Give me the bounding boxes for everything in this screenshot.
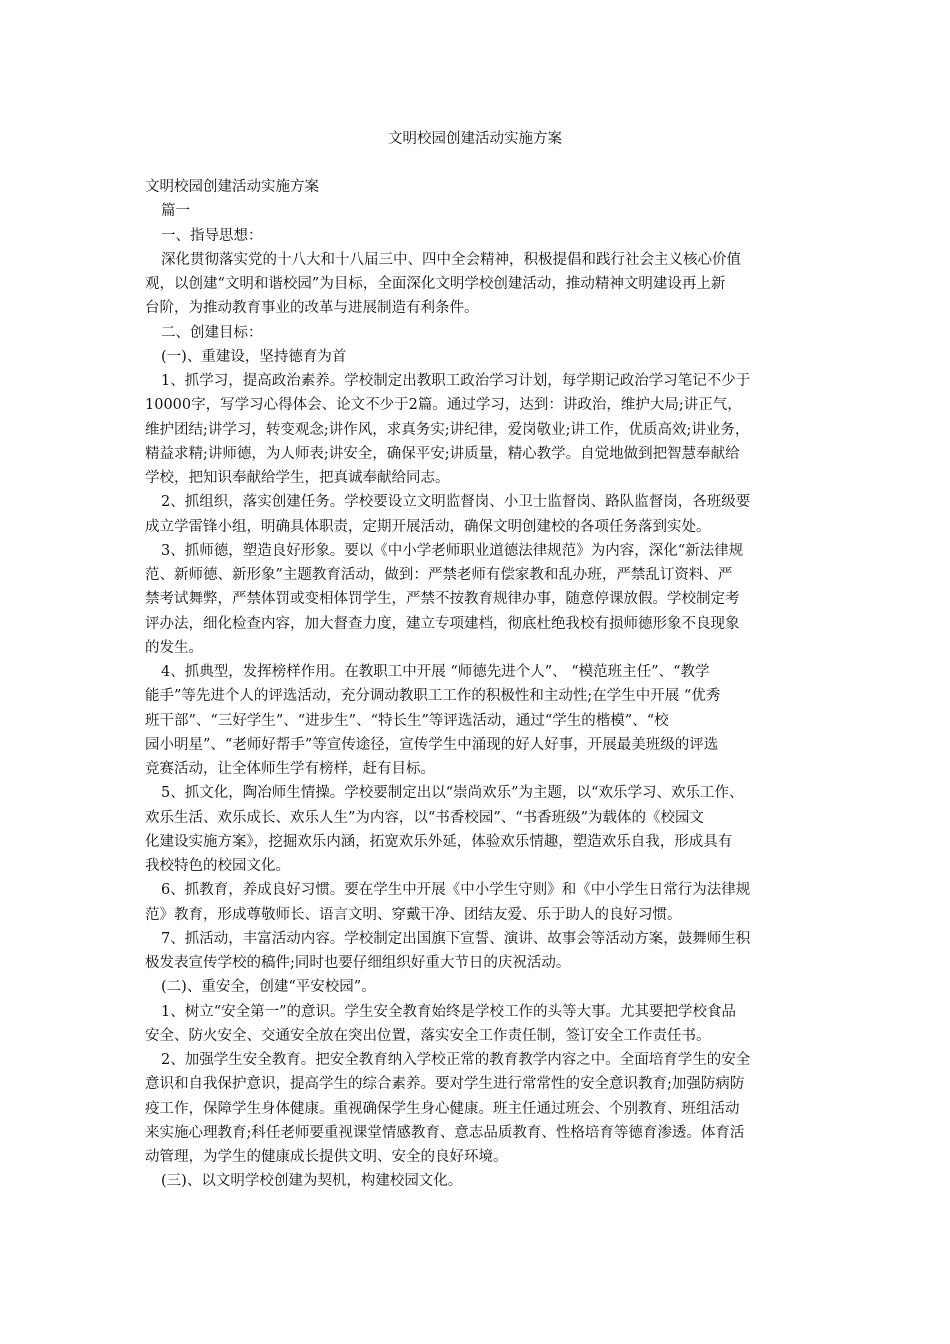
subheading-moral-education: (一)、重建设，坚持德育为首 bbox=[161, 348, 347, 365]
heading-goals: 二、创建目标： bbox=[161, 324, 263, 341]
subtitle-line: 文明校园创建活动实施方案 bbox=[145, 179, 319, 195]
paragraph-line: 动管理，为学生的健康成长提供文明、安全的良好环境。 bbox=[145, 1149, 508, 1165]
paragraph-line: 意识和自我保护意识，提高学生的综合素养。要对学生进行常常性的安全意识教育;加强防病防 bbox=[145, 1076, 745, 1093]
paragraph-line: 来实施心理教育;科任老师要重视课堂情感教育、意志品质教育、性格培育等德育渗透。体育活 bbox=[145, 1124, 745, 1141]
paragraph-line: 观，以创建“文明和谐校园”为目标，全面深化文明学校创建活动，推动精神文明建设再上新 bbox=[145, 276, 726, 292]
paragraph-line: 深化贯彻落实党的十八大和十八届三中、四中全会精神，积极提倡和践行社会主义核心价值 bbox=[161, 251, 741, 268]
paragraph-line: 7、抓活动，丰富活动内容。学校制定出国旗下宣誓、演讲、故事会等活动方案，鼓舞师生积 bbox=[161, 930, 751, 947]
paragraph-line: 范、新师德、新形象”主题教育活动，做到：严禁老师有偿家教和乱办班，严禁乱订资料、严 bbox=[145, 567, 733, 583]
document-title: 文明校园创建活动实施方案 bbox=[388, 131, 562, 147]
paragraph-line: 的发生。 bbox=[145, 639, 203, 656]
paragraph-line: 成立学雷锋小组，明确具体职责，定期开展活动，确保文明创建校的各项任务落到实处。 bbox=[145, 518, 711, 535]
paragraph-line: 欢乐生活、欢乐成长、欢乐人生”为内容，以“书香校园”、“书香班级”为载体的《校园文 bbox=[145, 809, 705, 826]
section-label: 篇一 bbox=[161, 203, 190, 220]
paragraph-line: 1、树立“安全第一”的意识。学生安全教育始终是学校工作的头等大事。尤其要把学校食品 bbox=[161, 1003, 737, 1020]
paragraph-line: 台阶，为推动教育事业的改革与进展制造有利条件。 bbox=[145, 300, 479, 317]
paragraph-line: 5、抓文化，陶冶师生情操。学校要制定出以“崇尚欢乐”为主题，以“欢乐学习、欢乐工作、 bbox=[161, 785, 744, 802]
paragraph-line: 禁考试舞弊，严禁体罚或变相体罚学生，严禁不按教育规律办事，随意停课放假。学校制定考 bbox=[145, 591, 740, 608]
paragraph-line: 安全、防火安全、交通安全放在突出位置，落实安全工作责任制，签订安全工作责任书。 bbox=[145, 1027, 711, 1044]
paragraph-line: 维护团结;讲学习，转变观念;讲作风，求真务实;讲纪律，爱岗敬业;讲工作，优质高效;讲业务， bbox=[145, 421, 750, 438]
paragraph-line: 疫工作，保障学生身体健康。重视确保学生身心健康。班主任通过班会、个别教育、班组活动 bbox=[145, 1100, 740, 1117]
paragraph-line: 精益求精;讲师德，为人师表;讲安全，确保平安;讲质量，精心教学。自觉地做到把智慧奉献给 bbox=[145, 445, 740, 462]
paragraph-line: 班干部”、“三好学生”、“进步生”、“特长生”等评选活动，通过“学生的楷模”、“校 bbox=[145, 712, 669, 729]
paragraph-line: 我校特色的校园文化。 bbox=[145, 858, 290, 874]
paragraph-line: 2、抓组织，落实创建任务。学校要设立文明监督岗、小卫士监督岗、路队监督岗，各班级要 bbox=[161, 494, 751, 511]
paragraph-line: 范》教育，形成尊敬师长、语言文明、穿戴干净、团结友爱、乐于助人的良好习惯。 bbox=[145, 906, 682, 923]
paragraph-line: 4、抓典型，发挥榜样作用。在教职工中开展 “师德先进个人”、 “模范班主任”、“教学 bbox=[161, 664, 710, 680]
paragraph-line: 园小明星”、“老师好帮手”等宣传途径，宣传学生中涌现的好人好事，开展最美班级的评选 bbox=[145, 736, 719, 753]
document-body bbox=[145, 175, 817, 1194]
paragraph-line: 3、抓师德，塑造良好形象。要以《中小学老师职业道德法律规范》为内容，深化“新法律规 bbox=[161, 542, 744, 559]
paragraph-line: 能手”等先进个人的评选活动，充分调动教职工工作的积极性和主动性;在学生中开展 “优秀 bbox=[145, 688, 721, 705]
heading-guiding-thought: 一、指导思想： bbox=[161, 227, 263, 244]
paragraph-line: 学校，把知识奉献给学生，把真诚奉献给同志。 bbox=[145, 470, 450, 486]
paragraph-line: 化建设实施方案》，挖掘欢乐内涵，拓宽欢乐外延，体验欢乐情趣，塑造欢乐自我，形成具有 bbox=[145, 833, 733, 850]
subheading-safety: (二)、重安全，创建“平安校园”。 bbox=[161, 979, 376, 996]
paragraph-line: 竞赛活动，让全体师生学有榜样，赶有目标。 bbox=[145, 761, 435, 777]
paragraph-line: 2、加强学生安全教育。把安全教育纳入学校正常的教育教学内容之中。全面培育学生的安全 bbox=[161, 1052, 751, 1068]
paragraph-line: 1、抓学习，提高政治素养。学校制定出教职工政治学习计划，每学期记政治学习笔记不少于 bbox=[161, 373, 751, 389]
paragraph-line: 极发表宣传学校的稿件;同时也要仔细组织好重大节日的庆祝活动。 bbox=[145, 955, 571, 971]
paragraph-line: 6、抓教育，养成良好习惯。要在学生中开展《中小学生守则》和《中小学生日常行为法律规 bbox=[161, 882, 751, 899]
paragraph-line: 10000字，写学习心得体会、论文不少于2篇。通过学习，达到：讲政治，维护大局;讲正气， bbox=[145, 397, 742, 414]
subheading-campus-culture: (三)、以文明学校创建为契机，构建校园文化。 bbox=[161, 1173, 463, 1190]
paragraph-line: 评办法，细化检查内容，加大督查力度，建立专项建档，彻底杜绝我校有损师德形象不良现象 bbox=[145, 615, 740, 632]
